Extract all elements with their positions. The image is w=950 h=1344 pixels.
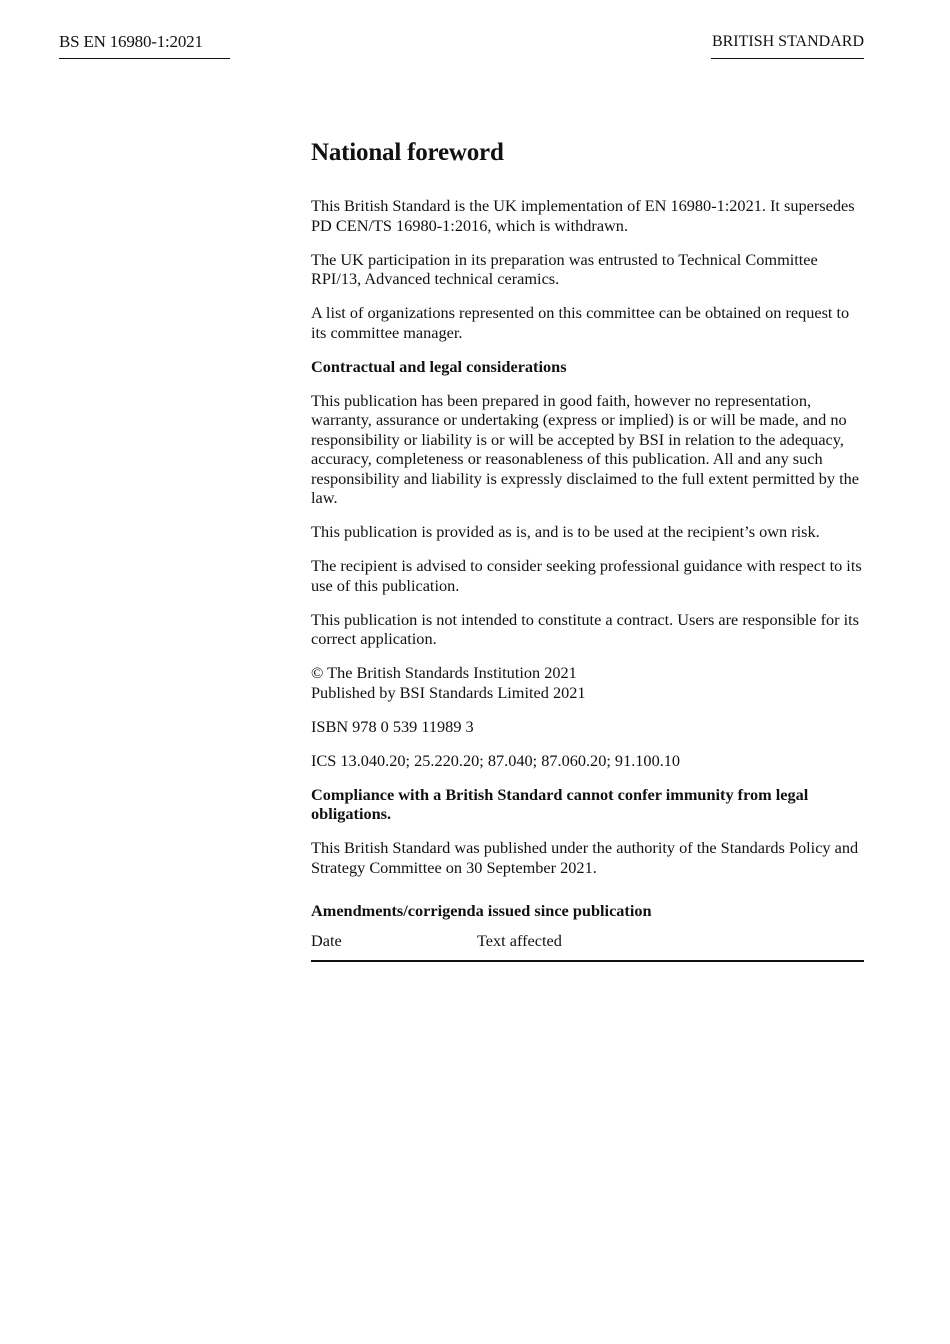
amendments-heading: Amendments/corrigenda issued since publication <box>311 901 652 920</box>
organizations-paragraph: A list of organizations represented on this committee can be obtained on request to its committee manager. <box>311 303 850 342</box>
ics-line: ICS 13.040.20; 25.220.20; 87.040; 87.060.20; 91.100.10 <box>311 750 681 770</box>
national-foreword-section <box>311 136 864 962</box>
published-line: Published by BSI Standards Limited 2021 <box>311 682 586 702</box>
authority-statement: This British Standard was published under the authority of the Standards Policy and Strategy Committee on 30 September 2021. <box>311 838 859 877</box>
contractual-heading: Contractual and legal considerations <box>311 356 567 376</box>
professional-guidance-paragraph: The recipient is advised to consider seeking professional guidance with respect to its use of this publication. <box>311 556 862 595</box>
series-label-header: BRITISH STANDARD <box>711 30 864 59</box>
document-id-header: BS EN 16980-1:2021 <box>59 30 230 59</box>
provided-as-is-paragraph: This publication is provided as is, and is to be used at the recipient’s own risk. <box>311 522 820 541</box>
isbn-line: ISBN 978 0 539 11989 3 <box>311 716 474 736</box>
page-title: National foreword <box>311 139 504 166</box>
committee-paragraph: The UK participation in its preparation was entrusted to Technical Committee RPI/13, Advanced technical ceramics. <box>311 249 818 288</box>
good-faith-paragraph: This publication has been prepared in good faith, however no representation, warranty, assurance or undertaking (express or implied) is or will be made, and no responsibility or liability is or will be accepted by BSI in relation to the adequacy, accuracy, completeness or reasonableness of this publication. All and any such responsibility and liability is expressly disclaimed to the full extent permitted by the law. <box>311 390 860 507</box>
copyright-block <box>311 663 864 702</box>
not-contract-paragraph: This publication is not intended to constitute a contract. Users are responsible for its correct application. <box>311 609 860 648</box>
compliance-notice: Compliance with a British Standard cannot confer immunity from legal obligations. <box>311 784 809 823</box>
column-header-date: Date <box>311 930 342 950</box>
amendments-table-header <box>311 931 864 963</box>
column-header-text-affected: Text affected <box>477 930 562 950</box>
implementation-paragraph: This British Standard is the UK implementation of EN 16980-1:2021. It supersedes PD CEN/TS 16980-1:2016, which is withdrawn. <box>311 196 855 235</box>
copyright-line: © The British Standards Institution 2021 <box>311 663 577 682</box>
